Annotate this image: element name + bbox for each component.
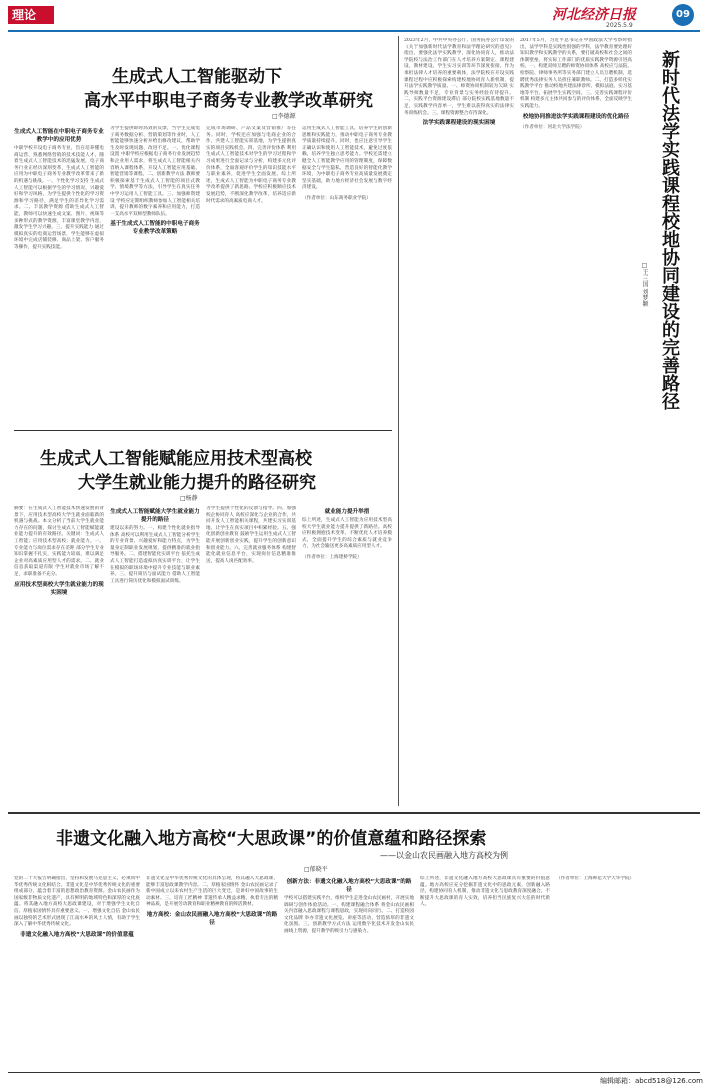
article3-footnote: （作者单位：河北大学法学院） — [520, 124, 585, 130]
article1-col3-text: 完成市场调研、产品文案及营销推广等任务。同时，学校还应加强与电商企业的合作，共建人工智能实训基地，为学生提供真实的项目实践机会。四、完善评价体系 利用生成式人工智能技术对学生的学习过程和学习成果进行全面记录与分析，构建多元化评价体系，全面客观评价学生的知识技能水平与职业素养，促进学生全面发展。综上所述，生成式人工智能为中职电子商务专业教学改革提供了新思路。学校应积极顺应技术发展趋势，不断深化教学改革，培养适应新时代需求的高素质电商人才。 — [206, 126, 296, 204]
article4-footnote: （作者单位：上海师范大学天华学院） — [556, 876, 635, 881]
issue-date: 2025.5.9 — [606, 22, 633, 29]
article4-col3 — [284, 876, 414, 1066]
article4-col2-text: 非遗文化是中华优秀传统文化的具体呈现，将其融入大思政课，能够丰富思政课教学内容。二、厚植家国情怀 金山农民画记录了新中国成立以来农村生产生活的巨大变迁，是讲好中国故事的生动素材。三、培育工匠精神 非遗传承人精益求精、执着专注的精神品质，是开展劳动教育和职业精神教育的鲜活教材。 — [146, 876, 278, 908]
article2-col1 — [14, 506, 104, 800]
article3-left-border — [398, 36, 399, 806]
article3-col1 — [404, 38, 514, 800]
article4-col1-text: 党的二十大报告明确指出，坚持和发展马克思主义，必须同中华优秀传统文化相结合。非遗文化是中华优秀传统文化的重要组成部分，蕴含着丰富的思想政治教育资源。金山农民画作为国家级非物质文化遗产，具有鲜明的地域特色和深厚的文化底蕴。将其融入地方高校大思政课建设，对于增强学生文化自信、厚植家国情怀具有重要意义。一、增强文化自信 金山农民画以独特的艺术形式展现了江南水乡的风土人情，有助于学生深入了解中华优秀传统文化。 — [14, 876, 140, 928]
article3-author: □王三国 刘梦颖 — [641, 262, 648, 307]
article2-col4-text: 综上所述，生成式人工智能为应用技术型高校大学生就业能力提升提供了新路径。高校应积极拥抱技术变革，不断优化人才培养模式，全面提升学生的综合素质与就业竞争力，为社会输送更多高素质应用型人才。 — [302, 518, 392, 550]
article2-col2 — [110, 506, 200, 800]
article4-col1 — [14, 876, 140, 1066]
page-number: 09 — [676, 9, 690, 20]
article2-title-line1: 生成式人工智能赋能应用技术型高校 — [40, 449, 312, 469]
article3-title: 新时代法学实践课程校地协同建设的完善路径 — [659, 50, 680, 410]
article2-col4 — [302, 506, 392, 800]
article4-subhead3: 创新方法：非遗文化融入地方高校“大思政课”的路径 — [286, 879, 412, 893]
article3-col1-text: 2023年2月，中共中央办公厅、国务院办公厅印发的《关于加强新时代法学教育和法学理论研究的意见》指出，要强化法学实践教学，深化协同育人，推动法学院校与法治工作部门在人才培养方案制定、课程建设、教材建设、学生实习实训等环节深度衔接。作为承担法律人才培养的重要载体，法学院校在开设实践课程过程中应积极探索构建校地协同育人新机制，提升法学实践教学质量。一、师资协同机制较为欠缺 实践导师数量不足，专业背景与实务经验有待提升。二、实践平台资源建设滞后 部分院校实践基地数量不足，实践教学内容单一，学生难以获得真实的法律实务训练机会。三、课程资源整合有待深化。 — [404, 38, 514, 116]
article1-footnote: （作者单位：山东商务职业学院） — [302, 195, 371, 201]
article2-col3-text: 为学生提供个性化的反馈与指导。四、加强校企协同育人 高校应深化与企业的合作，共同开发人工智能相关课程，共建实习实训基地，让学生在真实项目中积累经验。五、强化创新创业教育 鼓励学生运用生成式人工智能开展创新创业实践，提升学生的创新意识和创业能力。六、完善就业服务体系 构建智能化就业信息平台，实现岗位信息精准推送，提高人岗匹配效率。 — [206, 506, 296, 564]
article3-subhead1: 法学实践课程建设的现实困境 — [422, 120, 496, 127]
article4-col3-text: 学校可以搭建实践平台，组织学生走进金山农民画村，开展实地调研与创作体验活动。一、构建课程融合体系 将金山农民画相关内容融入思政课程与课程思政，实现同向同行。二、打造校园文化品牌 举办非遗文化展览、讲座等活动，营造浓厚的非遗文化氛围。三、创新教学方式方法 运用数字化技术开发金山农民画线上资源，提升教学的吸引力与感染力。 — [284, 896, 414, 934]
footer-editor-email: 编辑邮箱：abcd518@126.com — [600, 1077, 703, 1085]
article3-col2 — [520, 38, 632, 800]
article1-subhead2: 基于生成式人工智能的中职电子商务专业教学改革策略 — [110, 221, 200, 236]
article1-col1 — [14, 126, 104, 424]
article1-col4 — [302, 126, 392, 424]
article4-subhead2: 地方高校：金山农民画融入地方高校“大思政课”的路径 — [146, 911, 278, 926]
article2-col1-text: 摘要：在生成式人工智能技术快速发展的背景下，应用技术型高校大学生就业面临新的机遇与挑战。本文分析了当前大学生就业能力存在的问题，探讨生成式人工智能赋能就业能力提升的有效路径。关键词：生成式人工智能；应用技术型高校；就业能力。一、专业能力与岗位需求存在差距 部分学生专业知识掌握不扎实，实践能力较弱，难以满足企业对高素质应用型人才的需求。二、就业信息获取渠道有限 学生对就业市场了解不足，求职准备不充分。 — [14, 506, 104, 577]
masthead-paper-name: 河北经济日报 — [552, 7, 636, 23]
article2-title-line2: 大学生就业能力提升的路径研究 — [78, 473, 316, 493]
article1-col2 — [110, 126, 200, 424]
article1-col3 — [206, 126, 296, 424]
article2-footnote: （作者单位：上海建桥学院） — [302, 554, 362, 560]
article1-subhead1: 生成式人工智能在中职电子商务专业教学中的应用优势 — [14, 129, 104, 143]
article1-col1-text: 中职学校开设电子商务专业，旨在培养懂电商运营、熟悉网络营销的技术技能人才。随着生成式人工智能技术的迅猛发展，电子商务行业正经历深刻变革，生成式人工智能的应用为中职电子商务专业教学改革带来了新的机遇与挑战。一、个性化学习支持 生成式人工智能可以根据学生的学习情况、兴趣爱好和学习风格，为学生提供个性化的学习资源和学习路径，满足学生的差异化学习需求。二、丰富教学资源 借助生成式人工智能，教师可以快速生成文案、图片、视频等多种形式的教学资源，丰富课堂教学内容，激发学生学习兴趣。三、提升实践能力 通过模拟真实的电商运营场景，学生能够在虚拟环境中完成店铺装修、商品上架、客户服务等操作，提升实践技能。 — [14, 146, 104, 250]
footer-rule — [8, 1072, 700, 1073]
article1-divider — [14, 430, 392, 431]
article2-col2-text: 建设以来的努力。一、构建个性化就业指导体系 高校可以利用生成式人工智能分析学生的专业背景、兴趣爱好和能力特点，为学生量身定制职业发展规划，提供精准的就业指导服务。二、搭建智能化实训平台 依托生成式人工智能打造虚拟仿真实训平台，让学生在模拟的职场环境中提升专业技能与职业素养。三、提升简历与面试能力 借助人工智能工具进行简历优化和模拟面试训练。 — [110, 526, 200, 584]
article3-col2-text: 2017年5月，习近平总书记在中国政法大学考察时指出，法学学科是实践性很强的学科，法学教育要处理好知识教学和实践教学的关系，要打破高校和社会之间的体制壁垒，将实际工作部门的优质实践教学资源引进高校。一、构建双师互聘的师资协同体系 高校应与法院、检察院、律师事务所等实务部门建立人员互聘机制，选聘优秀法律实务人员担任兼职教师。二、打造多样化实践教学平台 推动校地共建法律诊所、模拟法庭、实习基地等平台，拓展学生实践空间。三、完善实践课程评价机制 构建多元主体共同参与的评价体系，全面反映学生实践能力。 — [520, 38, 632, 109]
article4-col2 — [146, 876, 278, 1066]
article1-col4-text: 运用生成式人工智能工具，培养学生的创新思维和实践能力，推动中职电子商务专业教学质量持续提升。同时，也应注意引导学生正确认识和使用人工智能技术，避免过度依赖，培养学生独立思考能力。学校还需建立健全人工智能教学应用的管理制度，保障数据安全与学生隐私，营造良好的智能化教学环境，为中职电子商务专业高质量发展奠定坚实基础，助力地方经济社会发展与数字经济建设。 — [302, 126, 392, 191]
article1-title-line1: 生成式人工智能驱动下 — [112, 67, 282, 87]
masthead-rule — [8, 30, 700, 32]
article1-col2-text: 为学生提供即时高效的反馈，当学生完成电子商务数据分析、营销策划等作业时，人工智能能够快速分析并给出修改建议，帮助学生及时发现问题、改进不足。一、优化课程设置 中职学校应根据电子商务行业发展趋势和企业用人需求，将生成式人工智能相关内容纳入课程体系，开设人工智能应用基础、智能营销等课程。二、创新教学方法 教师要积极探索基于生成式人工智能的项目式教学、情境教学等方法，引导学生在真实任务中学习运用人工智能工具。三、加强师资建设 学校应定期组织教师参加人工智能相关培训，提升教师的数字素养和应用能力，打造一支高水平双师型教师队伍。 — [110, 126, 200, 217]
article4-title: 非遗文化融入地方高校“大思政课”的价值意蕴和路径探索 — [56, 829, 487, 849]
section-label: 理论 — [12, 8, 37, 22]
article2-subhead1: 应用技术型高校大学生就业能力的现实困境 — [14, 581, 104, 596]
article4-subhead1: 非遗文化融入地方高校“大思政课”的价值意蕴 — [20, 931, 134, 938]
article2-author: □杨静 — [180, 495, 198, 502]
article4-top-rule — [8, 812, 700, 814]
article1-author: □李德源 — [272, 113, 296, 120]
article2-subhead2: 生成式人工智能赋能大学生就业能力提升的路径 — [110, 509, 200, 523]
article4-col4-text: 综上所述，非遗文化融入地方高校大思政课具有重要的价值意蕴。地方高校应充分挖掘非遗文化中的思政元素，创新融入路径，构建协同育人机制，推动非遗文化与思政教育深度融合，不断提升大思政课的育人实效，培养担当民族复兴大任的时代新人。 — [420, 876, 550, 908]
article4-subtitle: ——以金山农民画融入地方高校为例 — [380, 851, 508, 860]
article2-subhead3: 就业能力提升举措 — [324, 509, 370, 515]
article4-col4 — [420, 876, 550, 1066]
article4-author: □郁晓平 — [304, 866, 328, 873]
article4-col5 — [556, 876, 696, 1066]
article3-subhead2: 校地协同推进法学实践课程建设的优化路径 — [522, 113, 630, 120]
article1-title-line2: 高水平中职电子商务专业教学改革研究 — [84, 91, 373, 111]
article2-col3 — [206, 506, 296, 800]
